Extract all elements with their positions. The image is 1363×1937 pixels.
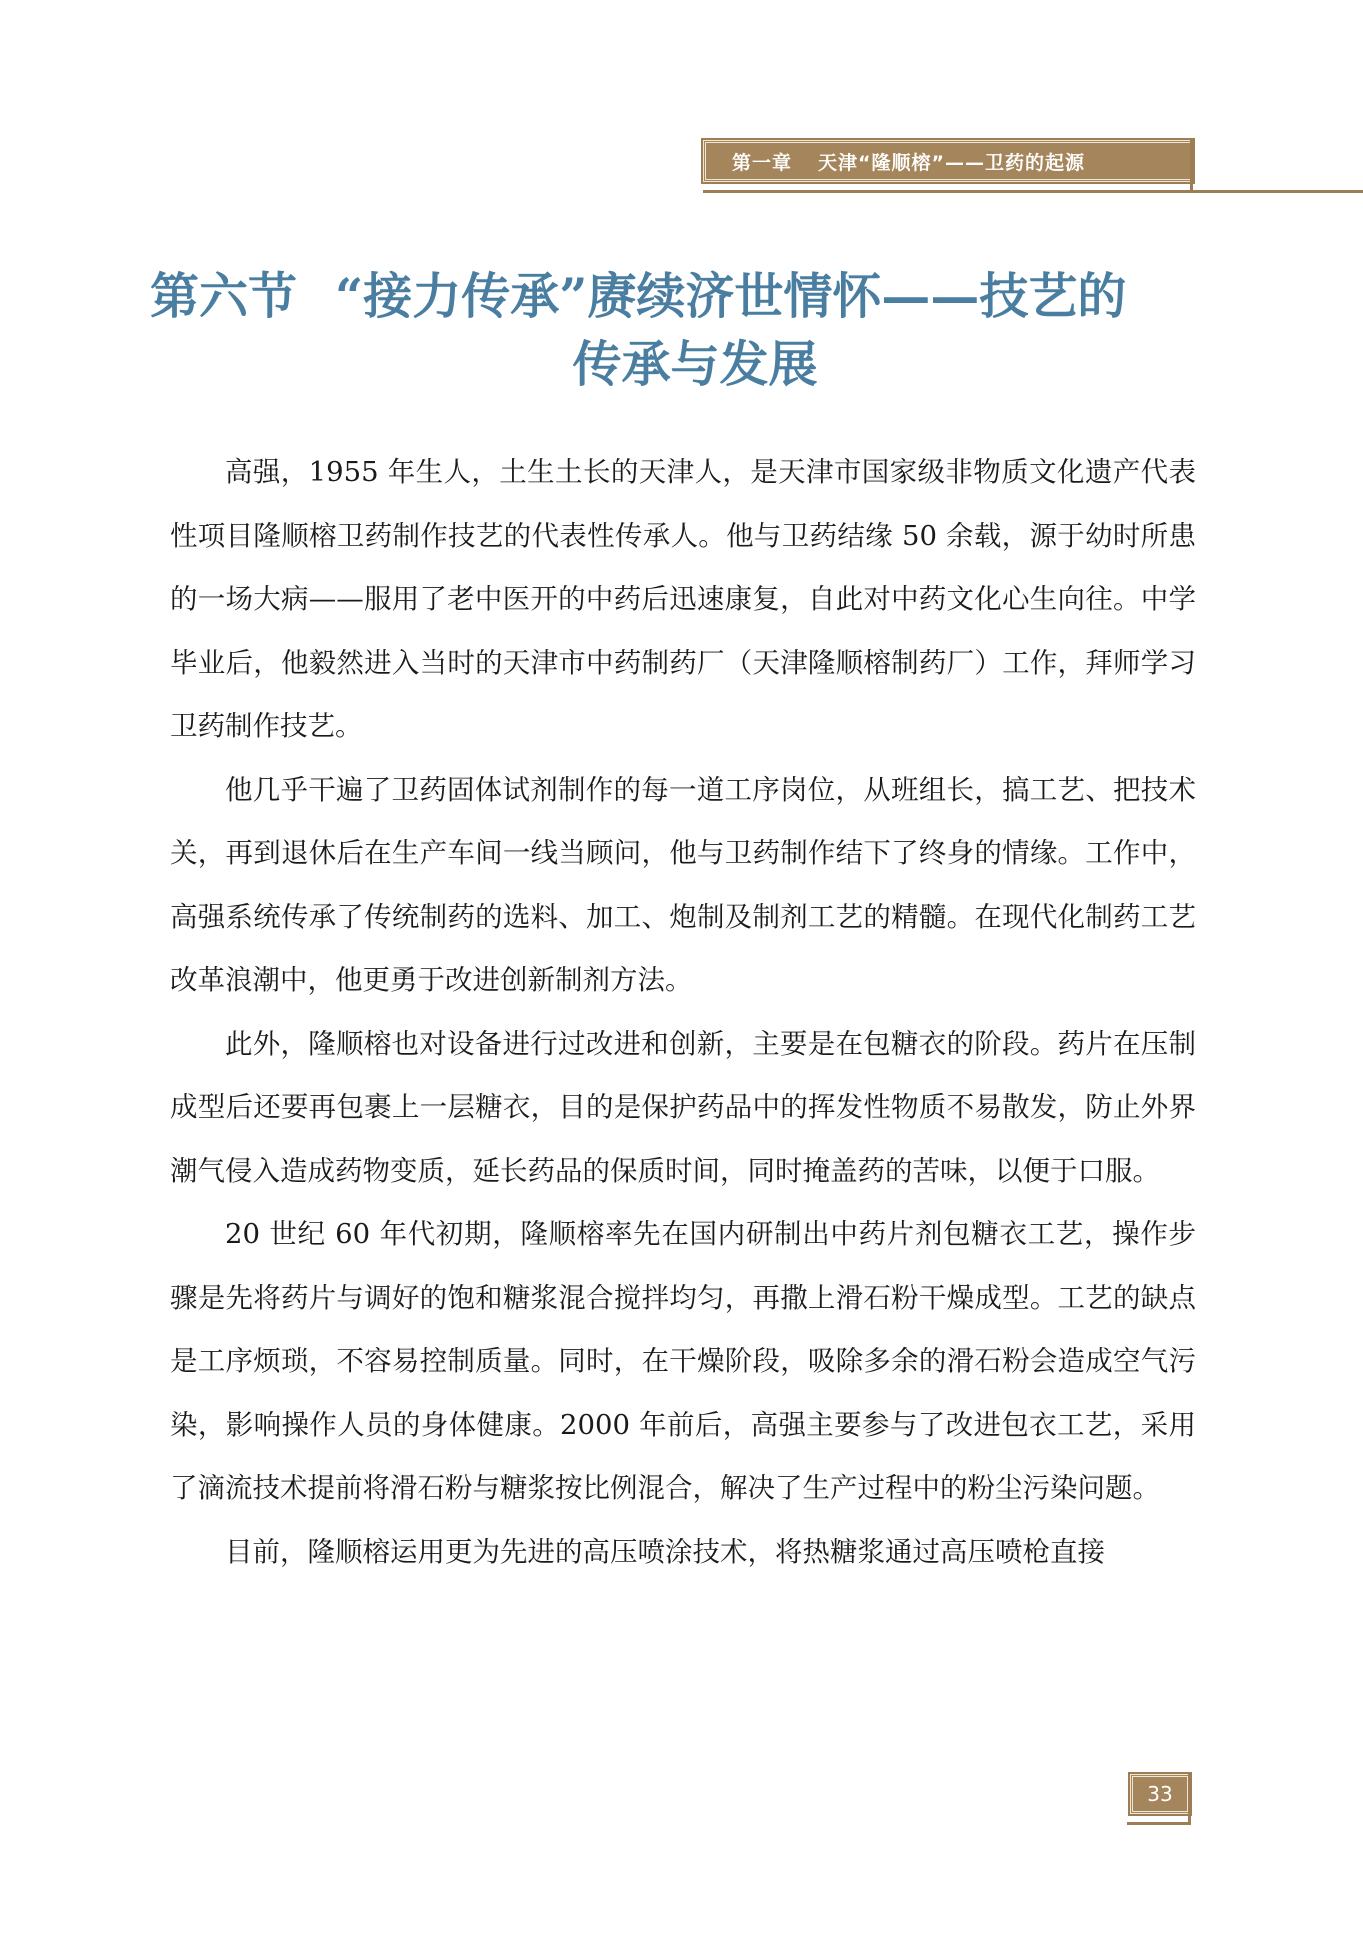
section-title-text1: “接力传承”赓续济世情怀——技艺的	[335, 267, 1127, 325]
chapter-number: 第一章	[732, 151, 793, 174]
page-number: 33	[1130, 1774, 1190, 1814]
chapter-title: 天津“隆顺榕”——卫药的起源	[818, 151, 1085, 174]
header-rule-vertical	[1190, 140, 1193, 192]
paragraph-1: 高强，1955 年生人，土生土长的天津人，是天津市国家级非物质文化遗产代表性项目隆顺榕卫药制作技艺的代表性传承人。他与卫药结缘 50 余载，源于幼时所患的一场大病——服用了老中医开的中药后迅速康复，自此对中药文化心生向往。中学毕业后，他毅然进入当时的天津市中药制药厂（天津隆顺榕制药厂）工作，拜师学习卫药制作技艺。	[170, 456, 1196, 742]
header-rule-bottom	[703, 190, 1193, 193]
paragraph-2: 他几乎干遍了卫药固体试剂制作的每一道工序岗位，从班组长，搞工艺、把技术关，再到退休后在生产车间一线当顾问，他与卫药制作结下了终身的情缘。工作中，高强系统传承了传统制药的选料、加工、炮制及制剂工艺的精髓。在现代化制药工艺改革浪潮中，他更勇于改进创新制剂方法。	[170, 773, 1196, 996]
body-text	[170, 441, 1196, 1584]
section-title-line1	[150, 262, 1220, 330]
paragraph-4: 20 世纪 60 年代初期，隆顺榕率先在国内研制出中药片剂包糖衣工艺，操作步骤是先将药片与调好的饱和糖浆混合搅拌均匀，再撒上滑石粉干燥成型。工艺的缺点是工序烦琐，不容易控制质量。同时，在干燥阶段，吸除多余的滑石粉会造成空气污染，影响操作人员的身体健康。2000 年前后，高强主要参与了改进包衣工艺，采用了滴流技术提前将滑石粉与糖浆按比例混合，解决了生产过程中的粉尘污染问题。	[170, 1218, 1196, 1504]
page-number-rule-horizontal	[1127, 1822, 1191, 1825]
section-title-line2: 传承与发展	[572, 335, 818, 393]
section-number: 第六节	[150, 267, 298, 325]
section-title	[150, 262, 1220, 398]
paragraph-3: 此外，隆顺榕也对设备进行过改进和创新，主要是在包糖衣的阶段。药片在压制成型后还要再包裹上一层糖衣，目的是保护药品中的挥发性物质不易散发，防止外界潮气侵入造成药物变质，延长药品的保质时间，同时掩盖药的苦味，以便于口服。	[170, 1027, 1196, 1187]
page-number-rule-vertical	[1188, 1774, 1191, 1824]
header-rule-extension	[1188, 190, 1363, 193]
paragraph-5: 目前，隆顺榕运用更为先进的高压喷涂技术，将热糖浆通过高压喷枪直接	[225, 1535, 1105, 1568]
chapter-header	[703, 140, 1193, 182]
